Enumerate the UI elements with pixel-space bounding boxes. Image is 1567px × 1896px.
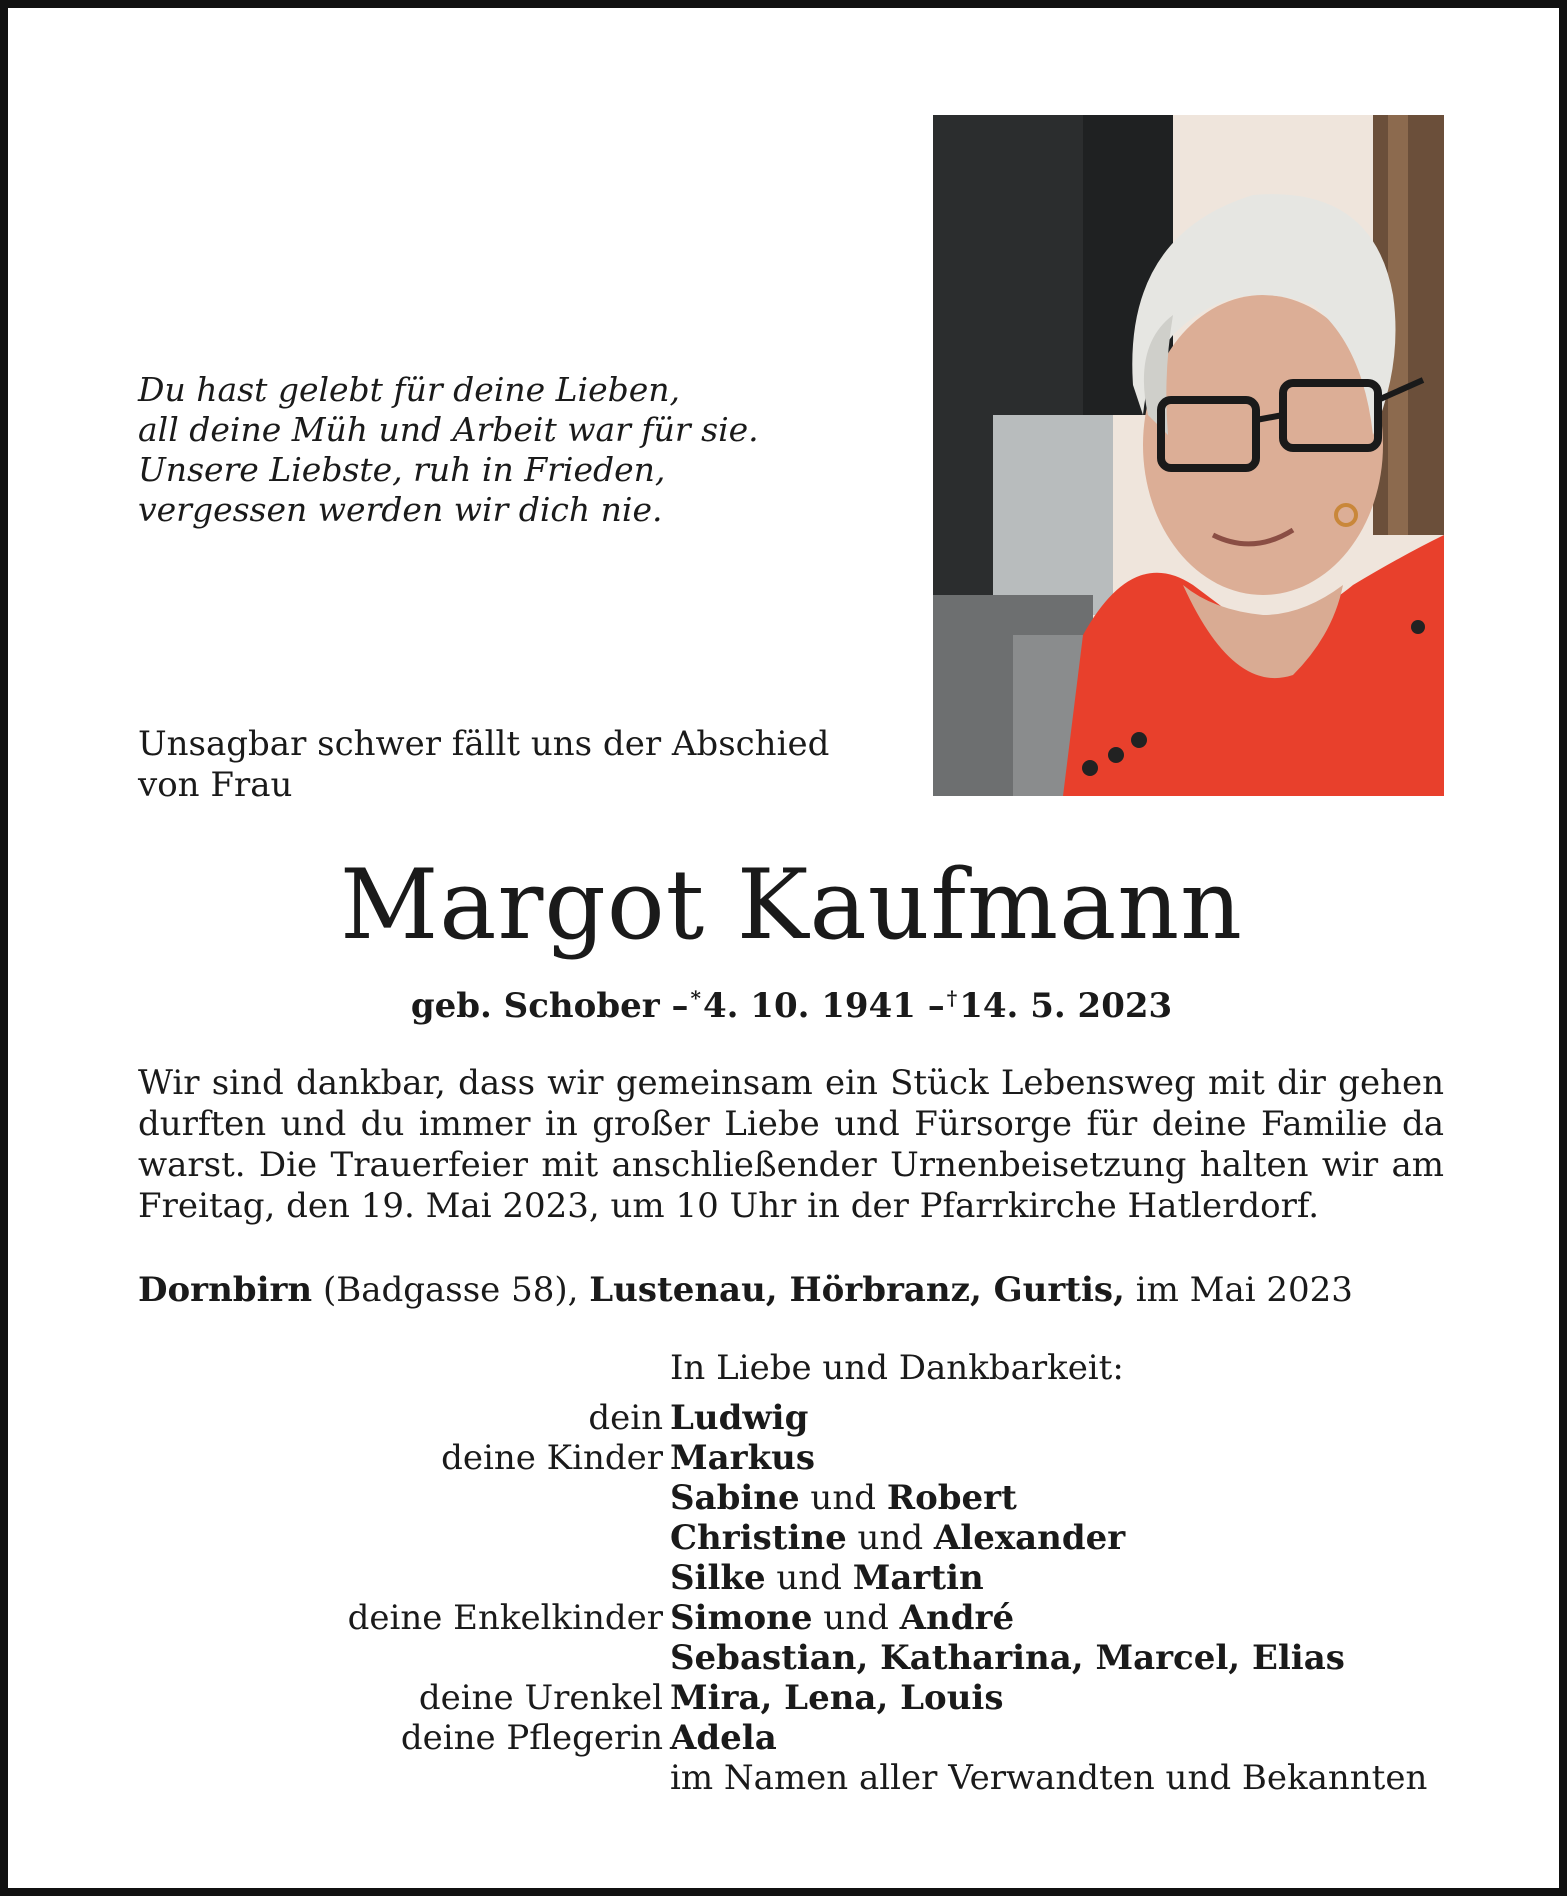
separator: – xyxy=(671,986,689,1026)
family-member-name: Ludwig xyxy=(670,1398,809,1438)
place-others: Lustenau, Hörbranz, Gurtis, xyxy=(589,1270,1125,1310)
family-row xyxy=(8,1558,1567,1598)
family-members xyxy=(670,1718,777,1758)
poem-line: all deine Müh und Arbeit war für sie. xyxy=(138,410,759,449)
intro-line: von Frau xyxy=(138,765,293,805)
place-and-date xyxy=(138,1268,1444,1312)
family-relation: deine Kinder xyxy=(441,1438,663,1478)
family-row xyxy=(8,1438,1567,1478)
family-member-name: Alexander xyxy=(933,1518,1126,1558)
separator: – xyxy=(927,986,945,1026)
body-line: warst. Die Trauerfeier mit anschließender Urnenbeisetzung halten wir am xyxy=(138,1145,1444,1185)
body-line: durften und du immer in großer Liebe und Fürsorge für deine Familie da xyxy=(138,1104,1444,1144)
family-members xyxy=(670,1758,1427,1798)
family-member-name: Robert xyxy=(886,1478,1017,1518)
poem-line: Du hast gelebt für deine Lieben, xyxy=(138,370,681,409)
poem-line: vergessen werden wir dich nie. xyxy=(138,490,663,529)
family-members xyxy=(670,1478,1017,1518)
family-row xyxy=(8,1678,1567,1718)
family-connector: und xyxy=(812,1598,900,1638)
family-members xyxy=(670,1438,815,1478)
family-list xyxy=(8,1398,1567,1798)
birth-name: geb. Schober xyxy=(410,986,660,1026)
family-relation: deine Enkelkinder xyxy=(347,1598,663,1638)
deceased-name: Margot Kaufmann xyxy=(340,849,1243,961)
family-row xyxy=(8,1478,1567,1518)
family-members xyxy=(670,1638,1345,1678)
portrait-illustration xyxy=(933,115,1444,796)
family-relation: deine Pflegerin xyxy=(400,1718,663,1758)
family-row xyxy=(8,1398,1567,1438)
family-member-name: Silke xyxy=(670,1558,766,1598)
death-symbol: † xyxy=(946,986,958,1010)
family-member-name: Sebastian, Katharina, Marcel, Elias xyxy=(670,1638,1345,1678)
family-member-name: Sabine xyxy=(670,1478,800,1518)
family-row xyxy=(8,1598,1567,1638)
family-relation: dein xyxy=(588,1398,663,1438)
birth-symbol: * xyxy=(690,986,701,1010)
family-row xyxy=(8,1518,1567,1558)
life-dates xyxy=(8,976,1567,1028)
family-members xyxy=(670,1558,984,1598)
place-date: im Mai 2023 xyxy=(1135,1270,1353,1310)
family-connector: und xyxy=(799,1478,887,1518)
family-row xyxy=(8,1718,1567,1758)
family-row xyxy=(8,1758,1567,1798)
poem xyxy=(138,370,798,530)
family-connector: und xyxy=(765,1558,853,1598)
birth-date: 4. 10. 1941 xyxy=(702,986,916,1026)
place-address: (Badgasse 58), xyxy=(322,1270,579,1310)
body-line: Freitag, den 19. Mai 2023, um 10 Uhr in der Pfarrkirche Hatlerdorf. xyxy=(138,1186,1320,1226)
family-member-name: Simone xyxy=(670,1598,813,1638)
family-members xyxy=(670,1398,808,1438)
family-member-name: Adela xyxy=(670,1718,777,1758)
poem-line: Unsere Liebste, ruh in Frieden, xyxy=(138,450,666,489)
closing-greeting: In Liebe und Dankbarkeit: xyxy=(670,1348,1124,1388)
intro-line: Unsagbar schwer fällt uns der Abschied xyxy=(138,724,830,764)
body-paragraph xyxy=(138,1063,1444,1227)
family-member-name: André xyxy=(899,1598,1015,1638)
family-member-name: Martin xyxy=(852,1558,984,1598)
family-row xyxy=(8,1638,1567,1678)
family-member-name: Mira, Lena, Louis xyxy=(670,1678,1004,1718)
body-line: Wir sind dankbar, dass wir gemeinsam ein Stück Lebensweg mit dir gehen xyxy=(138,1063,1444,1103)
family-member-name: Markus xyxy=(670,1438,815,1478)
family-member-name: Christine xyxy=(670,1518,847,1558)
family-connector: im Namen aller Verwandten und Bekannten xyxy=(670,1758,1428,1798)
portrait-photo xyxy=(933,115,1444,796)
family-connector: und xyxy=(846,1518,934,1558)
death-date: 14. 5. 2023 xyxy=(959,986,1173,1026)
family-members xyxy=(670,1518,1125,1558)
place-city: Dornbirn xyxy=(138,1270,313,1310)
family-members xyxy=(670,1598,1014,1638)
family-members xyxy=(670,1678,1004,1718)
intro-text xyxy=(138,724,898,806)
family-relation: deine Urenkel xyxy=(418,1678,663,1718)
